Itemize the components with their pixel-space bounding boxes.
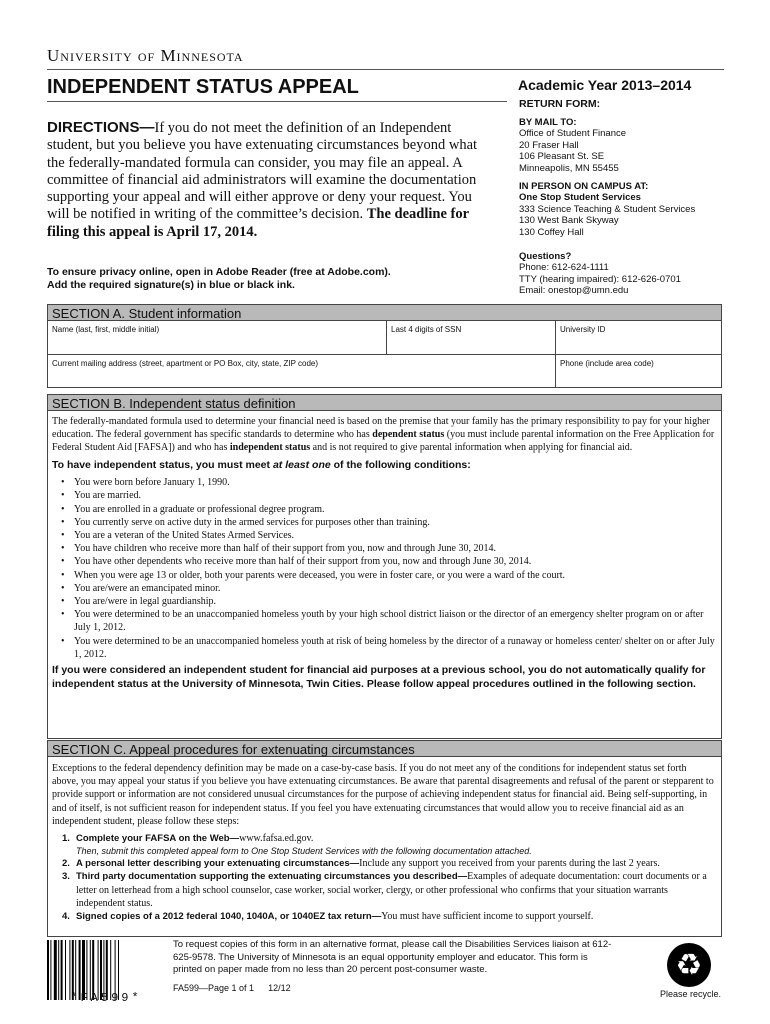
mail-line: 106 Pleasant St. SE xyxy=(519,151,605,163)
phone-field[interactable] xyxy=(556,355,722,388)
title-rule xyxy=(47,101,507,102)
list-item: • When you were age 13 or older, both your parents were deceased, you were in foster care, or you were a ward of the court. xyxy=(52,569,715,582)
return-form-info xyxy=(519,99,729,297)
previous-school-note: If you were considered an independent student for financial aid purposes at a previous school, you do not automatically qualify for independent status at the University of Minnesota, Twin Cities. Please follow appeal procedures outlined in the following section. xyxy=(52,663,706,691)
form-date: 12/12 xyxy=(268,983,291,993)
name-field[interactable] xyxy=(48,321,386,354)
list-item: • You have children who receive more than half of their support from you, now and through June 30, 2014. xyxy=(52,542,715,555)
ssn-field-label: Last 4 digits of SSN xyxy=(391,325,462,334)
university-id-field[interactable] xyxy=(556,321,722,354)
list-item: • You were determined to be an unaccompanied homeless youth by your high school district liaison or the director of an emergency shelter program on or after July 1, 2012. xyxy=(52,608,715,634)
privacy-note xyxy=(47,266,497,292)
list-item: • You are enrolled in a graduate or professional degree program. xyxy=(52,503,715,516)
list-item: • You currently serve on active duty in the armed services for purposes other than training. xyxy=(52,516,715,529)
list-item: • You were born before January 1, 1990. xyxy=(52,476,715,489)
barcode-text: *FA599* xyxy=(70,991,142,1005)
step-item: 4. Signed copies of a 2012 federal 1040, 1040A, or 1040EZ tax return—You must have sufficient income to support yourself. xyxy=(62,911,594,923)
step-item: 2. A personal letter describing your extenuating circumstances—Include any support you received from your parents during the last 2 years. xyxy=(62,858,660,870)
directions xyxy=(47,119,497,241)
list-item: • You are married. xyxy=(52,489,715,502)
academic-year: Academic Year 2013–2014 xyxy=(518,77,692,93)
list-item: • You have other dependents who receive more than half of their support from you, now and through June 30, 2014. xyxy=(52,555,715,568)
section-a-heading: SECTION A. Student information xyxy=(47,304,722,321)
phone-line: Phone: 612-624-1111 xyxy=(519,262,609,274)
section-c-body xyxy=(47,757,722,937)
step-item: 1. Complete your FAFSA on the Web—www.fafsa.ed.gov. Then, submit this completed appeal form to One Stop Student Services with the following documentation attached. xyxy=(62,833,532,857)
ssn-field[interactable] xyxy=(387,321,555,354)
list-item: • You are/were in legal guardianship. xyxy=(52,595,715,608)
return-form-heading: RETURN FORM: xyxy=(519,98,601,110)
questions-heading: Questions? xyxy=(519,250,572,262)
campus-office: One Stop Student Services xyxy=(519,192,641,204)
section-c-heading: SECTION C. Appeal procedures for extenuating circumstances xyxy=(47,740,722,757)
deadline-text: The deadline for filing this appeal is April 17, 2014. xyxy=(47,206,469,240)
section-b-body xyxy=(47,411,722,739)
recycle-icon xyxy=(666,942,712,988)
section-b-heading: SECTION B. Independent status definition xyxy=(47,394,722,411)
campus-line: 130 West Bank Skyway xyxy=(519,215,619,227)
mail-line: Office of Student Finance xyxy=(519,128,627,140)
form-title: INDEPENDENT STATUS APPEAL xyxy=(47,76,359,98)
email-line: Email: onestop@umn.edu xyxy=(519,285,629,297)
mail-heading: BY MAIL TO: xyxy=(519,116,577,128)
mail-line: Minneapolis, MN 55455 xyxy=(519,162,619,174)
form-id: FA599—Page 1 of 1 xyxy=(173,983,255,993)
directions-heading: DIRECTIONS— xyxy=(47,119,155,136)
list-item: • You are/were an emancipated minor. xyxy=(52,582,715,595)
campus-line: 130 Coffey Hall xyxy=(519,226,584,238)
must-meet-heading: To have independent status, you must meet at least one of the following conditions: xyxy=(52,458,471,471)
list-item: • You were determined to be an unaccompanied homeless youth at risk of being homeless by the director of a runaway or homeless center/ shelter on or after July 1, 2012. xyxy=(52,635,715,661)
recycle-text: Please recycle. xyxy=(660,989,722,999)
header-rule xyxy=(47,69,724,70)
section-b-intro: The federally-mandated formula used to determine your financial need is based on the premise that your family has the primary responsibility to pay for your higher education. The federal government has specific standards to determine who has dependent status (you must include parental information on the Free Application for Federal Student Aid [FAFSA]) and who has independent status and is not required to give parental information when applying for financial aid. xyxy=(52,416,715,454)
step-item: 3. Third party documentation supporting the extenuating circumstances you described—Examples of adequate documentation: court documents or a letter on letterhead from a high school counselor, case worker, social worker, clergy, or other professional who confirms that your situation warrants independent status. xyxy=(62,871,707,909)
directions-text: If you do not meet the definition of an Independent student, but you believe you have extenuating circumstances beyond what the federally-mandated formula can consider, you may file an appeal. A committee of financial aid administrators will examine the documentation supporting your appeal and will either approve or deny your request. You will be notified in writing of the committee’s decision. xyxy=(47,120,478,223)
conditions-list xyxy=(52,476,715,661)
privacy-line-1: To ensure privacy online, open in Adobe Reader (free at Adobe.com). xyxy=(47,266,391,278)
university-id-label: University ID xyxy=(560,325,606,334)
section-c-intro: Exceptions to the federal dependency definition may be made on a case-by-case basis. If you do not meet any of the conditions for independent status set forth above, you may appeal your status if you believe you have extenuating circumstances. Be aware that parental disagreements and refusal of the parent or stepparent to provide support or information are not considered unusual circumstances for the purpose of achieving independent status for financial aid. Being self-supporting, in and of itself, is not sufficient reason for independent status. If you feel you have extenuating circumstances that would allow you to receive financial aid as an independent student, please follow these steps: xyxy=(52,763,714,827)
phone-field-label: Phone (include area code) xyxy=(560,359,654,368)
tty-line: TTY (hearing impaired): 612-626-0701 xyxy=(519,273,681,285)
university-name: University of Minnesota xyxy=(47,46,244,65)
campus-heading: IN PERSON ON CAMPUS AT: xyxy=(519,180,649,192)
mail-line: 20 Fraser Hall xyxy=(519,139,579,151)
steps-list xyxy=(52,832,715,923)
svg-text:♻: ♻ xyxy=(675,948,703,983)
address-field[interactable] xyxy=(48,355,555,388)
name-field-label: Name (last, first, middle initial) xyxy=(52,325,160,334)
student-info-form xyxy=(47,321,722,388)
list-item: • You are a veteran of the United States Armed Services. xyxy=(52,529,715,542)
address-field-label: Current mailing address (street, apartment or PO Box, city, state, ZIP code) xyxy=(52,359,319,368)
alternative-format-note: To request copies of this form in an alternative format, please call the Disabilities Services liaison at 612-625-9578. The University of Minnesota is an equal opportunity employer and educator. This form is printed on paper made from no less than 20 percent post-consumer waste. xyxy=(173,939,612,975)
privacy-line-2: Add the required signature(s) in blue or black ink. xyxy=(47,279,295,291)
campus-line: 333 Science Teaching & Student Services xyxy=(519,203,696,215)
page-footer xyxy=(173,983,305,993)
